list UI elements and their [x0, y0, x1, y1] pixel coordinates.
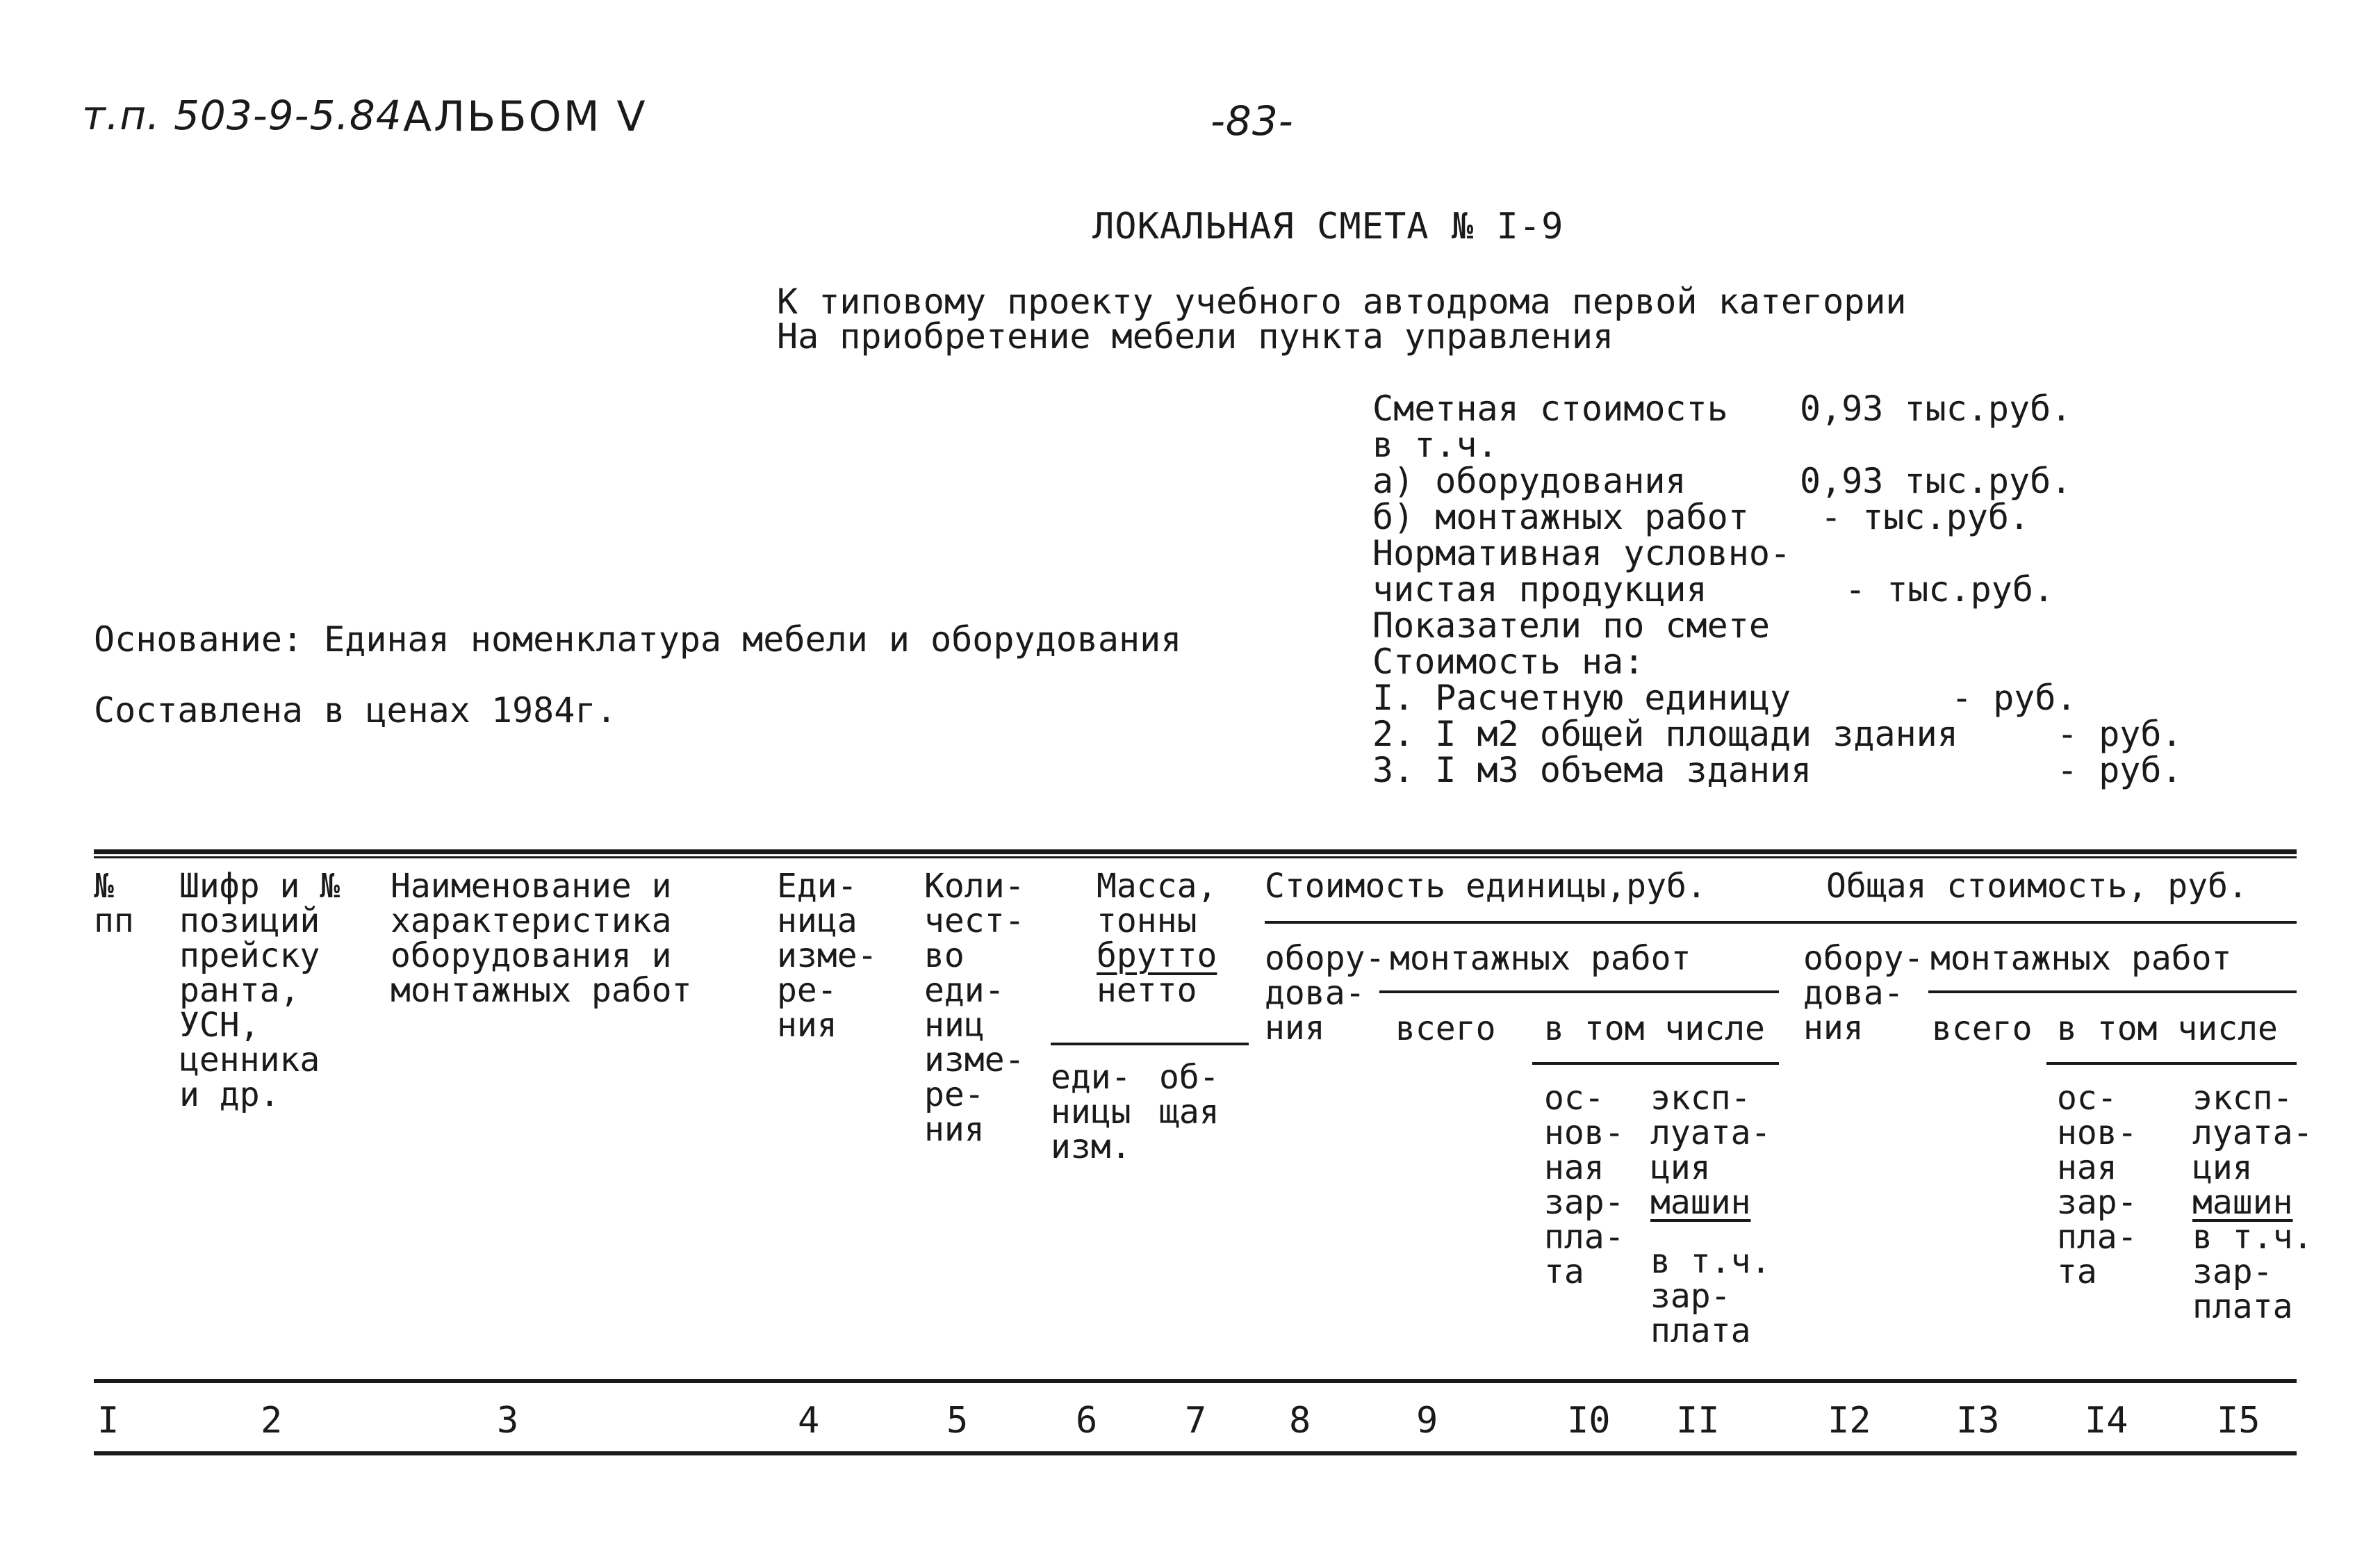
- header-bottom-rule: [94, 1379, 2297, 1383]
- summary-item1-value: - руб.: [1951, 678, 2077, 718]
- mass-rule: [1051, 1043, 1249, 1045]
- summary-cost-per-label: Стоимость на:: [1372, 642, 1645, 682]
- total-machine-header: эксп- луата- ция: [2192, 1079, 2313, 1187]
- column-number-12: I2: [1828, 1400, 1871, 1442]
- column-number-15: I5: [2217, 1400, 2260, 1442]
- summary-item2-value: - руб.: [2057, 714, 2183, 754]
- summary-cost-value: 0,93 тыс.руб.: [1800, 389, 2072, 429]
- total-cost-header: Общая стоимость, руб.: [1826, 867, 2248, 906]
- column-number-11: II: [1676, 1400, 1720, 1442]
- column-number-8: 8: [1289, 1400, 1311, 1442]
- album-label: АЛЬБОМ V: [403, 92, 648, 141]
- column-number-2: 2: [261, 1400, 283, 1442]
- total-total-header: всего: [1932, 1009, 2033, 1048]
- total-incl-header: в том числе: [2057, 1009, 2278, 1048]
- unit-wage-header: ос- нов- ная зар- пла- та: [1544, 1079, 1625, 1291]
- summary-equip-label: а) оборудования: [1372, 461, 1686, 501]
- total-install-header: монтажных работ: [1930, 939, 2232, 978]
- summary-item3-label: 3. I м3 объема здания: [1372, 750, 1812, 790]
- col-header-number: № пп: [94, 867, 134, 940]
- summary-indicators-label: Показатели по смете: [1372, 605, 1770, 646]
- summary-item2-label: 2. I м2 общей площади здания: [1372, 714, 1958, 754]
- summary-equip-value: 0,93 тыс.руб.: [1800, 461, 2072, 501]
- col-header-mass-netto: нетто: [1097, 971, 1197, 1010]
- page-number: -83-: [1210, 97, 1294, 145]
- column-number-10: I0: [1567, 1400, 1611, 1442]
- summary-norm-label-1: Нормативная условно-: [1372, 533, 1791, 573]
- col-header-unit-mass: еди- ницы изм.: [1051, 1058, 1131, 1166]
- unit-total-header: всего: [1395, 1009, 1496, 1048]
- document-title: ЛОКАЛЬНАЯ СМЕТА № I-9: [1092, 206, 1564, 247]
- column-number-1: I: [97, 1400, 120, 1442]
- unit-install-rule: [1379, 990, 1779, 993]
- summary-install-label: б) монтажных работ: [1372, 497, 1749, 537]
- prices-text: Составлена в ценах 1984г.: [94, 690, 617, 730]
- total-machine-wage-header: в т.ч. зар- плата: [2192, 1218, 2313, 1326]
- col-header-quantity: Коли- чест- во еди- ниц изме- ре- ния: [924, 867, 1025, 1149]
- summary-norm-value: - тыс.руб.: [1845, 569, 2055, 610]
- column-number-6: 6: [1076, 1400, 1098, 1442]
- summary-item3-value: - руб.: [2057, 750, 2183, 790]
- unit-incl-header: в том числе: [1544, 1009, 1765, 1048]
- total-machine-sub-header: машин: [2192, 1183, 2293, 1222]
- table-top-rule-thin: [94, 856, 2297, 858]
- unit-cost-header: Стоимость единицы,руб.: [1265, 867, 1707, 906]
- column-number-14: I4: [2085, 1400, 2128, 1442]
- summary-norm-label-2: чистая продукция: [1372, 569, 1707, 610]
- col-header-mass-brutto: брутто: [1097, 936, 1217, 975]
- summary-incl-label: в т.ч.: [1372, 425, 1498, 465]
- project-code: т.п. 503-9-5.84: [82, 92, 402, 139]
- column-number-13: I3: [1956, 1400, 2000, 1442]
- col-header-name: Наименование и характеристика оборудования и монтажных работ: [391, 867, 692, 1010]
- unit-machine-sub-header: машин: [1650, 1183, 1751, 1222]
- column-number-9: 9: [1416, 1400, 1438, 1442]
- document-subtitle-1: К типовому проекту учебного автодрома первой категории: [777, 281, 1907, 322]
- table-top-rule: [94, 849, 2297, 854]
- summary-install-value: - тыс.руб.: [1821, 497, 2030, 537]
- total-incl-rule: [2046, 1062, 2297, 1065]
- total-install-rule: [1928, 990, 2297, 993]
- col-header-mass: Масса, тонны: [1097, 867, 1217, 940]
- unit-machine-header: эксп- луата- ция: [1650, 1079, 1771, 1187]
- cost-header-rule: [1265, 921, 2297, 924]
- column-number-3: 3: [497, 1400, 519, 1442]
- basis-text: Основание: Единая номенклатура мебели и оборудования: [94, 619, 1182, 660]
- col-header-unit: Еди- ница изме- ре- ния: [777, 867, 878, 1045]
- unit-equip-header: обору- дова- ния: [1265, 939, 1386, 1047]
- summary-cost-label: Сметная стоимость: [1372, 389, 1728, 429]
- total-equip-header: обору- дова- ния: [1803, 939, 1924, 1047]
- col-header-total-mass: об- щая: [1159, 1058, 1220, 1132]
- document-subtitle-2: На приобретение мебели пункта управления: [777, 316, 1614, 357]
- column-number-5: 5: [946, 1400, 969, 1442]
- unit-install-header: монтажных работ: [1390, 939, 1691, 978]
- total-wage-header: ос- нов- ная зар- пла- та: [2057, 1079, 2137, 1291]
- numbers-bottom-rule: [94, 1451, 2297, 1455]
- col-header-code: Шифр и № позиций прейску ранта, УСН, ценника и др.: [179, 867, 340, 1114]
- unit-machine-wage-header: в т.ч. зар- плата: [1650, 1242, 1771, 1350]
- column-number-4: 4: [798, 1400, 820, 1442]
- column-number-7: 7: [1185, 1400, 1207, 1442]
- unit-incl-rule: [1532, 1062, 1779, 1065]
- summary-item1-label: I. Расчетную единицу: [1372, 678, 1791, 718]
